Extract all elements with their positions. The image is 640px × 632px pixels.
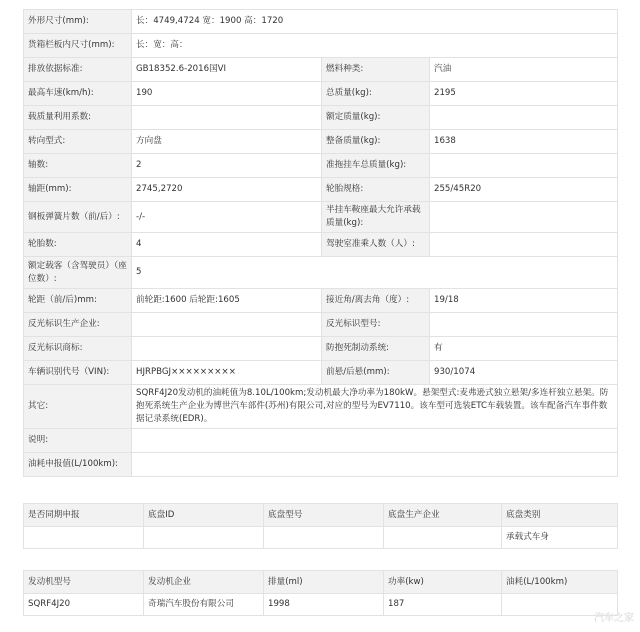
label-reflector-model: 反光标识型号:	[322, 313, 430, 337]
label-track: 轮距（前/后)mm:	[24, 289, 132, 313]
engine-header: 排量(ml)	[264, 571, 384, 594]
value-fuel-consumption	[132, 453, 618, 477]
value-track: 前轮距:1600 后轮距:1605	[132, 289, 322, 313]
chassis-cell	[264, 527, 384, 549]
label-wheelbase: 轴距(mm):	[24, 178, 132, 202]
value-steering: 方向盘	[132, 130, 322, 154]
engine-header: 油耗(L/100km)	[502, 571, 618, 594]
engine-cell: 1998	[264, 594, 384, 616]
value-cargo-box: 长：宽：高：	[132, 34, 618, 58]
row-notes	[24, 429, 618, 453]
value-cab-seats	[430, 233, 618, 257]
value-dimensions: 长：4749,4724 宽：1900 高：1720	[132, 10, 618, 34]
label-emission: 排放依据标准:	[24, 58, 132, 82]
label-steering: 转向型式:	[24, 130, 132, 154]
chassis-cell: 承载式车身	[502, 527, 618, 549]
spec-table	[23, 9, 618, 477]
label-passengers: 额定载客（含驾驶员）（座位数）:	[24, 257, 132, 289]
label-notes: 说明:	[24, 429, 132, 453]
engine-header: 功率(kw)	[384, 571, 502, 594]
value-fuel: 汽油	[430, 58, 618, 82]
label-vin: 车辆识别代号（VIN):	[24, 361, 132, 385]
chassis-table	[23, 503, 618, 549]
engine-header-row	[24, 571, 618, 594]
label-reflector-brand: 反光标识商标:	[24, 337, 132, 361]
engine-cell: 187	[384, 594, 502, 616]
engine-table	[23, 570, 618, 616]
value-tire-spec: 255/45R20	[430, 178, 618, 202]
chassis-cell	[384, 527, 502, 549]
row-emission	[24, 58, 618, 82]
chassis-header: 是否同期申报	[24, 504, 144, 527]
label-gross-mass: 总质量(kg):	[322, 82, 430, 106]
row-wheelbase	[24, 178, 618, 202]
label-max-speed: 最高车速(km/h):	[24, 82, 132, 106]
label-cab-seats: 驾驶室准乘人数（人）:	[322, 233, 430, 257]
label-reflector-maker: 反光标识生产企业:	[24, 313, 132, 337]
label-cargo-box: 货箱栏板内尺寸(mm):	[24, 34, 132, 58]
value-other: SQRF4J20发动机的油耗值为8.10L/100km;发动机最大净功率为180kW。悬架型式:麦弗逊式独立悬架/多连杆独立悬架。防抱死系统生产企业为博世汽车部件(苏州)有限公司,对应的型号为EV7110。该车型可选装ETC车载装置。该车配备汽车事件数据记录系统(EDR)。	[132, 385, 618, 429]
label-other: 其它:	[24, 385, 132, 429]
watermark-logo: 汽车之家	[594, 613, 634, 624]
label-fuel-consumption: 油耗申报值(L/100km):	[24, 453, 132, 477]
label-leaf-springs: 钢板弹簧片数（前/后）:	[24, 202, 132, 233]
chassis-header: 底盘型号	[264, 504, 384, 527]
label-fuel: 燃料种类:	[322, 58, 430, 82]
table-row	[24, 594, 618, 616]
value-reflector-brand	[132, 337, 322, 361]
row-fuel-consumption	[24, 453, 618, 477]
label-axles: 轴数:	[24, 154, 132, 178]
row-speed	[24, 82, 618, 106]
label-trailer-mass: 准拖挂车总质量(kg):	[322, 154, 430, 178]
row-tires	[24, 233, 618, 257]
row-other	[24, 385, 618, 429]
value-tire-count: 4	[132, 233, 322, 257]
value-vin: HJRPBGJ×××××××××	[132, 361, 322, 385]
engine-header: 发动机型号	[24, 571, 144, 594]
table-row	[24, 527, 618, 549]
row-cargo-box	[24, 34, 618, 58]
row-passengers	[24, 257, 618, 289]
value-saddle-load	[430, 202, 618, 233]
chassis-header: 底盘ID	[144, 504, 264, 527]
row-vin	[24, 361, 618, 385]
engine-header: 发动机企业	[144, 571, 264, 594]
chassis-cell	[144, 527, 264, 549]
row-steering	[24, 130, 618, 154]
row-dimensions	[24, 10, 618, 34]
label-tire-spec: 轮胎规格:	[322, 178, 430, 202]
value-angles: 19/18	[430, 289, 618, 313]
engine-cell: 奇瑞汽车股份有限公司	[144, 594, 264, 616]
value-load-factor	[132, 106, 322, 130]
chassis-header: 底盘生产企业	[384, 504, 502, 527]
label-overhang: 前悬/后悬(mm):	[322, 361, 430, 385]
value-abs: 有	[430, 337, 618, 361]
value-reflector-maker	[132, 313, 322, 337]
value-rated-mass	[430, 106, 618, 130]
engine-cell: SQRF4J20	[24, 594, 144, 616]
label-rated-mass: 额定质量(kg):	[322, 106, 430, 130]
label-dimensions: 外形尺寸(mm):	[24, 10, 132, 34]
value-emission: GB18352.6-2016国VI	[132, 58, 322, 82]
row-reflector-maker	[24, 313, 618, 337]
value-passengers: 5	[132, 257, 618, 289]
value-notes	[132, 429, 618, 453]
value-trailer-mass	[430, 154, 618, 178]
label-angles: 接近角/离去角（度）:	[322, 289, 430, 313]
value-curb-mass: 1638	[430, 130, 618, 154]
label-saddle-load: 半挂车鞍座最大允许承载质量(kg):	[322, 202, 430, 233]
label-load-factor: 载质量利用系数:	[24, 106, 132, 130]
chassis-header: 底盘类别	[502, 504, 618, 527]
label-curb-mass: 整备质量(kg):	[322, 130, 430, 154]
label-abs: 防抱死制动系统:	[322, 337, 430, 361]
row-leaf-springs	[24, 202, 618, 233]
value-reflector-model	[430, 313, 618, 337]
value-leaf-springs: -/-	[132, 202, 322, 233]
label-tire-count: 轮胎数:	[24, 233, 132, 257]
value-axles: 2	[132, 154, 322, 178]
row-axles	[24, 154, 618, 178]
value-wheelbase: 2745,2720	[132, 178, 322, 202]
row-reflector-brand	[24, 337, 618, 361]
chassis-cell	[24, 527, 144, 549]
chassis-header-row	[24, 504, 618, 527]
row-track	[24, 289, 618, 313]
value-gross-mass: 2195	[430, 82, 618, 106]
row-load-factor	[24, 106, 618, 130]
value-max-speed: 190	[132, 82, 322, 106]
value-overhang: 930/1074	[430, 361, 618, 385]
